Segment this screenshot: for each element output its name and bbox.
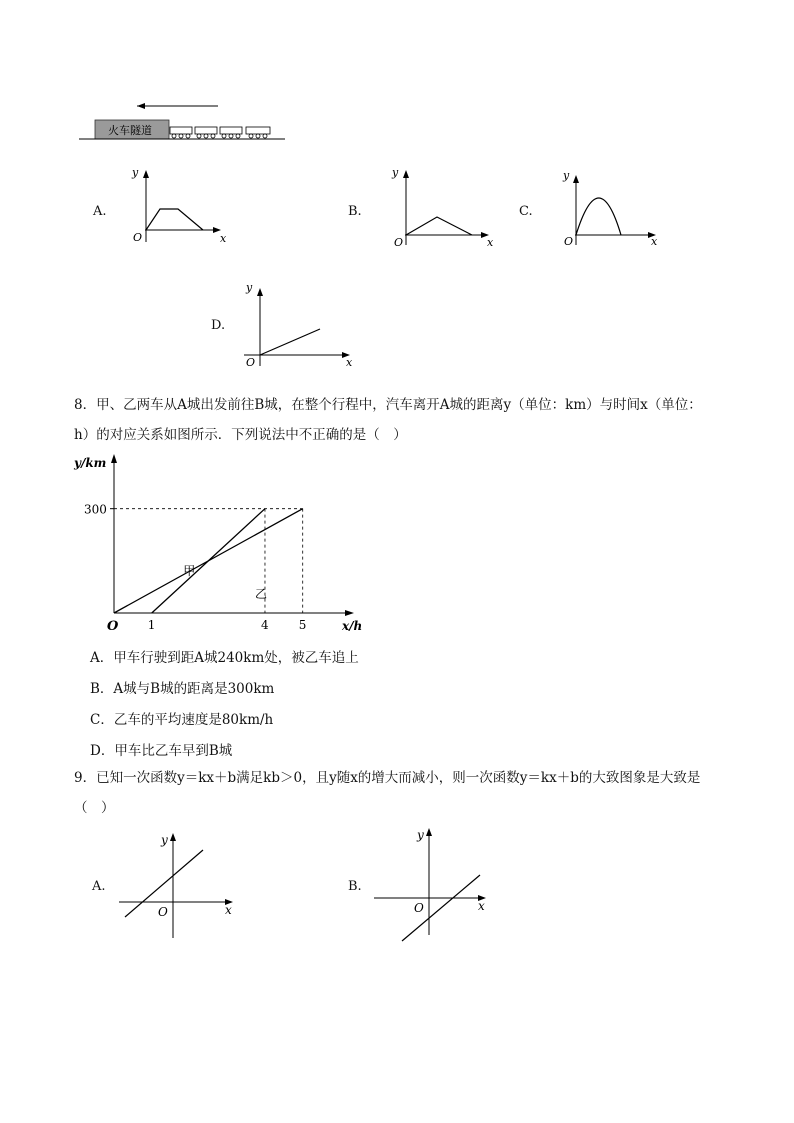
q9-text-line2: （ ） bbox=[74, 800, 115, 816]
q9-option-b-label: B. bbox=[348, 879, 362, 894]
q8-choice-a[interactable]: A．甲车行驶到距A城240km处，被乙车追上 bbox=[90, 650, 359, 666]
x-axis-label: x bbox=[651, 235, 658, 248]
origin-label: O bbox=[107, 619, 119, 634]
triangle-curve bbox=[406, 217, 472, 235]
x-axis-label: x bbox=[478, 899, 485, 913]
q8-distance-time-chart bbox=[70, 448, 380, 638]
q7-option-c-label: C. bbox=[519, 204, 533, 219]
q7-option-d-graph bbox=[240, 278, 360, 370]
y-axis-title: y/km bbox=[74, 456, 107, 470]
q9-option-a-graph bbox=[115, 828, 245, 943]
y-axis-label: y bbox=[563, 169, 570, 182]
y-axis-label: y bbox=[246, 281, 253, 294]
y-axis-label: y bbox=[392, 166, 399, 179]
q7-option-d-label: D. bbox=[211, 318, 226, 333]
x-tick-label-5: 5 bbox=[298, 618, 307, 632]
origin-label: O bbox=[414, 901, 424, 915]
q7-option-b-label: B. bbox=[348, 204, 362, 219]
q8-choice-d[interactable]: D．甲车比乙车早到B城 bbox=[90, 743, 233, 759]
series-label-jia: 甲 bbox=[183, 564, 196, 579]
arch-curve bbox=[576, 198, 621, 235]
q7-option-a-label: A. bbox=[93, 204, 107, 219]
x-axis-label: x bbox=[220, 232, 227, 245]
chart-axes bbox=[111, 454, 354, 616]
q7-option-a-graph bbox=[125, 160, 235, 250]
origin-label: O bbox=[394, 236, 404, 249]
y-tick-label-300: 300 bbox=[84, 502, 107, 517]
origin-label: O bbox=[133, 231, 143, 244]
origin-label: O bbox=[158, 905, 168, 919]
q8-choice-b[interactable]: B．A城与B城的距离是300km bbox=[90, 681, 275, 697]
q9-option-a-label: A. bbox=[92, 879, 106, 894]
x-axis-title: x/h bbox=[342, 619, 363, 633]
q8-choice-c[interactable]: C．乙车的平均速度是80km/h bbox=[90, 712, 274, 728]
ray-line bbox=[260, 329, 320, 355]
arrow-head bbox=[137, 103, 145, 109]
x-tick-label-4: 4 bbox=[260, 618, 269, 632]
x-axis-label: x bbox=[487, 236, 494, 249]
q7-option-c-graph bbox=[560, 165, 670, 255]
x-tick-label-1: 1 bbox=[147, 618, 156, 632]
q9-option-b-graph bbox=[370, 823, 500, 943]
tunnel-label: 火车隧道 bbox=[108, 124, 152, 137]
y-axis-label: y bbox=[161, 833, 168, 847]
q8-text-line1: 8．甲、乙两车从A城出发前往B城，在整个行程中，汽车离开A城的距离y（单位：km）与时间x（单位： bbox=[74, 397, 702, 413]
train-tunnel-figure bbox=[75, 98, 290, 144]
trapezoid-curve bbox=[146, 209, 203, 230]
y-axis-label: y bbox=[132, 166, 139, 179]
q8-text-line2: h）的对应关系如图所示．下列说法中不正确的是（ ） bbox=[74, 427, 407, 443]
q7-option-b-graph bbox=[385, 160, 500, 252]
y-axis-label: y bbox=[417, 828, 424, 842]
q9-text-line1: 9．已知一次函数y＝kx＋b满足kb＞0，且y随x的增大而减小，则一次函数y＝kx＋b的大致图象是大致是 bbox=[74, 770, 701, 786]
series-label-yi: 乙 bbox=[255, 587, 268, 602]
origin-label: O bbox=[246, 356, 256, 369]
origin-label: O bbox=[564, 235, 574, 248]
series-line-yi bbox=[152, 509, 268, 613]
x-axis-label: x bbox=[225, 903, 232, 917]
train-cars bbox=[170, 127, 270, 138]
x-axis-label: x bbox=[346, 356, 353, 369]
